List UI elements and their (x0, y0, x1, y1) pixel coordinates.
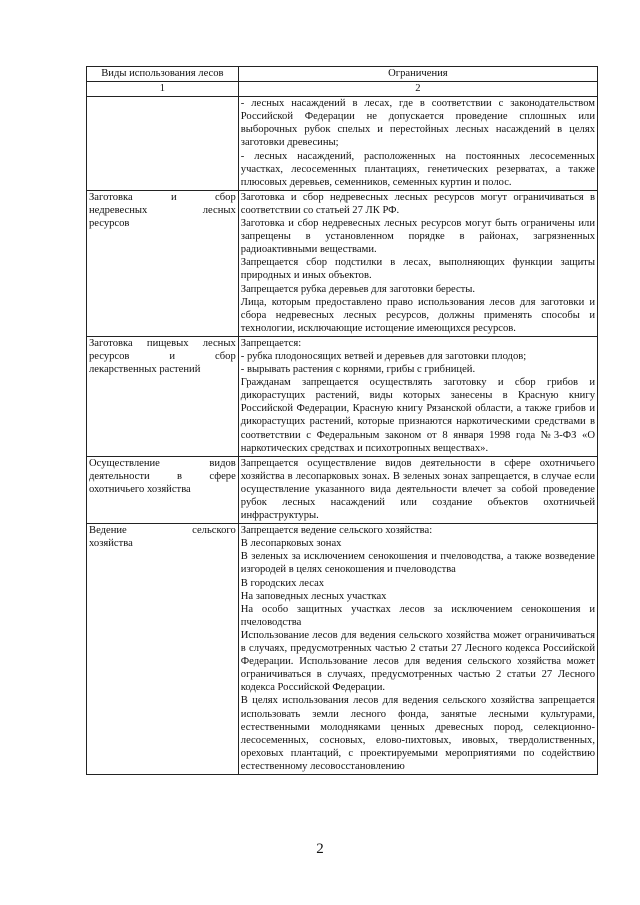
restriction-paragraph: Запрещается осуществление видов деятельности в сфере охотничьего хозяйства в лесопарковых зонах. В зеленых зонах запрещается, в случае если осуществление указанного вида деятельности влечет за собой проведение рубок лесных насаждений или создание объектов охотничьей инфраструктуры. (240, 457, 595, 522)
table-row (87, 97, 598, 191)
header-forest-use-types: Виды использования лесов (87, 67, 239, 82)
restriction-cell (238, 336, 597, 456)
restriction-paragraph: На заповедных лесных участках (240, 590, 387, 602)
restriction-cell (238, 456, 597, 523)
table-column-numbers-row (87, 82, 598, 97)
restriction-paragraph: Запрещается сбор подстилки в лесах, выполняющих функции защиты природных и иных объектов. (240, 257, 595, 282)
restriction-paragraph: Заготовка и сбор недревесных лесных ресурсов могут ограничиваться в соответствии со статьей 27 ЛК РФ. (240, 191, 595, 216)
restrictions-table (86, 66, 598, 775)
forest-use-type-cell (87, 336, 239, 456)
forest-use-type-line: Заготовка и сбор (89, 191, 236, 203)
forest-use-type-cell (87, 524, 239, 775)
forest-use-type-line: недревесных лесных (89, 204, 236, 216)
forest-use-type-line: Осуществление видов (89, 457, 236, 469)
restriction-cell (238, 524, 597, 775)
restriction-cell (238, 97, 597, 191)
forest-use-type-cell (87, 456, 239, 523)
restriction-paragraph: - рубка плодоносящих ветвей и деревьев для заготовки плодов; (240, 350, 527, 362)
restriction-paragraph: Запрещается: (240, 337, 302, 349)
restriction-cell (238, 190, 597, 336)
forest-use-type-line: Ведение сельского (89, 525, 236, 537)
table-row (87, 190, 598, 336)
restriction-paragraph: Лица, которым предоставлено право использования лесов для заготовки и сбора недревесных лесных ресурсов, должны применять способы и технологии, исключающие истощение имеющихся ресурсов. (240, 296, 595, 334)
forest-use-type-line: Заготовка пищевых лесных (89, 337, 236, 349)
restriction-paragraph: В лесопарковых зонах (240, 538, 342, 550)
header-restrictions: Ограничения (238, 67, 597, 82)
table-row (87, 456, 598, 523)
forest-use-type-line: деятельности в сфере (89, 470, 236, 482)
restriction-paragraph: В зеленых за исключением сенокошения и пчеловодства, а также возведение изгородей в целях сенокошения и пчеловодства (240, 551, 595, 576)
restriction-paragraph: - лесных насаждений в лесах, где в соответствии с законодательством Российской Федерации не допускается проведение сплошных или выборочных рубок спелых и перестойных лесных насаждений в целях заготовки древесины; (240, 98, 595, 149)
forest-use-type-line: лекарственных растений (89, 364, 201, 376)
restriction-paragraph: - вырывать растения с корнями, грибы с грибницей. (240, 364, 476, 376)
forest-use-type-line: ресурсов (89, 218, 130, 230)
column-number-2: 2 (238, 82, 597, 97)
column-number-1: 1 (87, 82, 239, 97)
restriction-paragraph: Заготовка и сбор недревесных лесных ресурсов могут быть ограничены или запрещены в установленном порядке в районах, загрязненных радиоактивными веществами. (240, 218, 595, 256)
restriction-paragraph: На особо защитных участках лесов за исключением сенокошения и пчеловодства (240, 603, 595, 628)
restriction-paragraph: - лесных насаждений, расположенных на постоянных лесосеменных участках, лесосеменных плантациях, генетических резерватах, а также плюсовых деревьев, семенников, семенных куртин и полос. (240, 150, 595, 188)
page-number: 2 (316, 841, 324, 857)
forest-use-type-cell (87, 190, 239, 336)
forest-use-type-cell (87, 97, 239, 191)
forest-use-type-line: ресурсов и сбор (89, 350, 236, 362)
table-row (87, 336, 598, 456)
restriction-paragraph: Гражданам запрещается осуществлять заготовку и сбор грибов и дикорастущих растений, виды которых занесены в Красную книгу Российской Федерации, Красную книгу Рязанской области, а также грибов и дикорастущих растений, которые признаются наркотическими средствами в соответствии с Федеральным законом от 8 января 1998 года №3-ФЗ «О наркотических средствах и психотропных веществах». (240, 377, 595, 454)
restriction-paragraph: В городских лесах (240, 577, 325, 589)
forest-use-type-line: охотничьего хозяйства (89, 483, 191, 495)
forest-use-type-line: хозяйства (89, 538, 133, 550)
restriction-paragraph: Запрещается рубка деревьев для заготовки бересты. (240, 283, 476, 295)
restriction-paragraph: В целях использования лесов для ведения сельского хозяйства запрещается использовать земли лесного фонда, занятые лесными культурами, естественными молодняками ценных древесных пород, селекционно-лесосеменных, сосновых, елово-пихтовых, ивовых, твердолиственных, ореховых плантаций, с проектируемыми мероприятиями по содействию естественному лесовосстановлению (240, 695, 595, 772)
table-header-row (87, 67, 598, 82)
restriction-paragraph: Запрещается ведение сельского хозяйства: (240, 525, 433, 537)
table-row (87, 524, 598, 775)
restriction-paragraph: Использование лесов для ведения сельского хозяйства может ограничиваться в случаях, предусмотренных частью 2 статьи 27 Лесного кодекса Российской Федерации. Использование лесов для ведения сельского хозяйства может ограничиваться в случаях, предусмотренных частью 2 статьи 27 Лесного кодекса Российской Федерации. (240, 629, 595, 694)
